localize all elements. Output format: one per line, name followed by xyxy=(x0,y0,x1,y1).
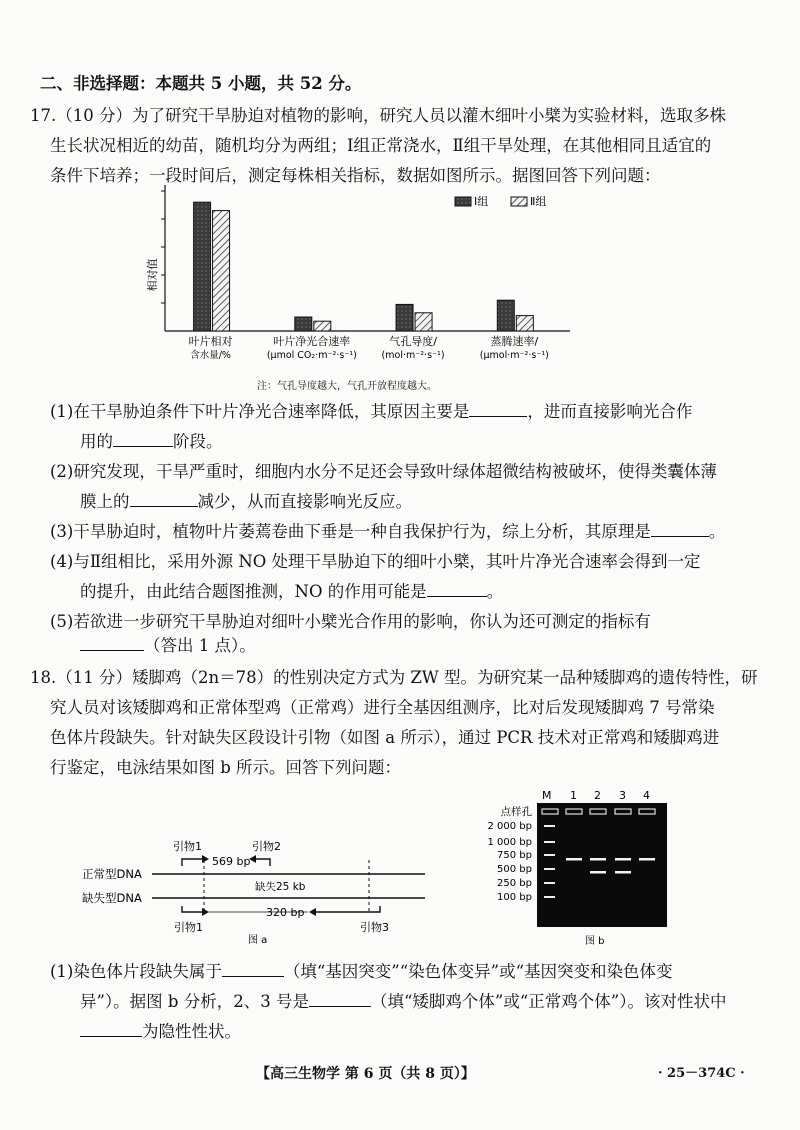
answer-blank[interactable] xyxy=(113,432,173,447)
figure-b xyxy=(480,785,680,950)
marker-label: 100 bp xyxy=(497,892,532,903)
q17-bar-chart xyxy=(120,185,600,385)
figure-b-caption: 图 b xyxy=(585,936,605,947)
chart-x-label: (μmol CO₂·m⁻²·s⁻¹) xyxy=(266,350,357,361)
q17-sub5-line1: (5)若欲进一步研究干旱胁迫对细叶小檗光合作用的影响，你认为还可测定的指标有 xyxy=(50,612,651,631)
gel-well xyxy=(542,809,558,814)
chart-bar xyxy=(213,211,230,331)
q18-stem-line4: 行鉴定，电泳结果如图 b 所示。回答下列问题： xyxy=(50,758,402,777)
q17-sub1-line1: (1)在干旱胁迫条件下叶片净光合速率降低，其原因主要是 ，进而直接影响光合作 xyxy=(50,402,693,421)
sample-band xyxy=(615,858,631,861)
q17-sub5-line2: （答出 1 点）。 xyxy=(80,636,256,656)
figure-a xyxy=(80,830,440,945)
gel-well xyxy=(615,809,631,814)
marker-band xyxy=(544,882,555,884)
marker-band xyxy=(544,868,555,870)
chart-ylabel: 相对值 xyxy=(146,258,159,292)
chart-x-label: 叶片净光合速率 xyxy=(273,335,351,348)
q17-sub2-line1: (2)研究发现，干旱严重时，细胞内水分不足还会导致叶绿体超微结构被破坏，使得类囊体薄 xyxy=(50,462,717,481)
answer-blank[interactable] xyxy=(469,402,527,417)
q17-sub4-line2: 的提升，由此结合题图推测，NO 的作用可能是 。 xyxy=(80,582,504,601)
q18-sub1-line3: 为隐性性状。 xyxy=(80,1022,241,1042)
answer-blank[interactable] xyxy=(222,962,284,977)
lane-label-1: 1 xyxy=(570,789,577,802)
label-primer1-top: 引物1 xyxy=(173,840,202,853)
answer-blank[interactable] xyxy=(130,492,198,507)
chart-bar xyxy=(314,321,331,331)
sample-band xyxy=(590,871,606,874)
chart-bar xyxy=(415,313,432,331)
figure-a-caption: 图 a xyxy=(248,935,268,945)
q17-sub2-line2: 膜上的 减少，从而直接影响光反应。 xyxy=(80,492,412,511)
q18-stem-line3: 色体片段缺失。针对缺失区段设计引物（如图 a 所示），通过 PCR 技术对正常鸡和矮脚鸡进 xyxy=(50,728,720,747)
lane-label-m: M xyxy=(542,789,552,802)
gel-background xyxy=(537,803,667,927)
chart-bar xyxy=(516,316,533,331)
q18-stem-line2: 究人员对该矮脚鸡和正常体型鸡（正常鸡）进行全基因组测序，比对后发现矮脚鸡 7 号常染 xyxy=(50,698,715,717)
answer-blank[interactable] xyxy=(651,522,709,537)
marker-label: 250 bp xyxy=(497,878,532,889)
chart-x-label: 蒸腾速率/ xyxy=(490,335,539,348)
label-deletion-size: 缺失25 kb xyxy=(255,881,306,893)
q17-stem-line3: 条件下培养；一段时间后，测定每株相关指标，数据如图所示。据图回答下列问题： xyxy=(50,166,661,185)
lane-label-2: 2 xyxy=(594,789,601,802)
marker-label: 500 bp xyxy=(497,864,532,875)
sample-band xyxy=(566,858,582,861)
q18-stem-line1: 18.（11 分）矮脚鸡（2n＝78）的性别决定方式为 ZW 型。为研究某一品种矮脚鸡的遗传特性，研 xyxy=(30,668,758,687)
chart-bar xyxy=(497,300,514,331)
footer-code: · 25－374C · xyxy=(658,1066,745,1081)
gel-well xyxy=(566,809,582,814)
marker-band xyxy=(544,854,555,856)
label-primer3: 引物3 xyxy=(360,921,389,934)
chart-bar xyxy=(396,304,413,331)
q17-sub3: (3)干旱胁迫时，植物叶片萎蔫卷曲下垂是一种自我保护行为，综上分析，其原理是 。 xyxy=(50,522,726,541)
q17-stem-line2: 生长状况相近的幼苗，随机均分为两组；Ⅰ组正常浇水，Ⅱ组干旱处理，在其他相同且适宜的 xyxy=(50,136,712,155)
legend-swatch xyxy=(455,197,471,206)
marker-band xyxy=(544,896,555,898)
answer-blank[interactable] xyxy=(80,1022,142,1037)
label-primer1-bottom: 引物1 xyxy=(174,921,203,934)
chart-x-label: (mol·m⁻²·s⁻¹) xyxy=(381,350,445,361)
chart-bar xyxy=(295,317,312,331)
answer-blank[interactable] xyxy=(309,992,371,1007)
label-569bp: 569 bp xyxy=(212,855,251,868)
marker-label: 2 000 bp xyxy=(487,821,532,832)
marker-label: 750 bp xyxy=(497,850,532,861)
q17-sub4-line1: (4)与Ⅱ组相比，采用外源 NO 处理干旱胁迫下的细叶小檗，其叶片净光合速率会得到一定 xyxy=(50,552,701,571)
marker-label: 1 000 bp xyxy=(487,837,532,848)
sample-band xyxy=(615,871,631,874)
chart-x-label: 叶片相对 xyxy=(188,335,233,348)
answer-blank[interactable] xyxy=(427,582,487,597)
lane-label-4: 4 xyxy=(643,789,650,802)
marker-band xyxy=(544,841,555,843)
footer-page-info: 【高三生物学 第 6 页（共 8 页）】 xyxy=(256,1066,475,1082)
chart-x-label: 气孔导度/ xyxy=(389,335,437,348)
q17-sub1-line2: 用的 阶段。 xyxy=(80,432,223,451)
chart-note: 注：气孔导度越大，气孔开放程度越大。 xyxy=(257,381,437,392)
chart-x-label: 含水量/% xyxy=(190,350,231,361)
label-normal-dna: 正常型DNA xyxy=(82,867,142,881)
label-320bp: 320 bp xyxy=(266,906,305,919)
chart-x-label: (μmol·m⁻²·s⁻¹) xyxy=(479,350,549,361)
legend-swatch xyxy=(511,197,527,206)
sample-band xyxy=(639,858,655,861)
well-label: 点样孔 xyxy=(500,806,532,818)
q18-sub1-line1: (1)染色体片段缺失属于 （填“基因突变”“染色体变异”或“基因突变和染色体变 xyxy=(50,962,673,981)
section-heading: 二、非选择题：本题共 5 小题，共 52 分。 xyxy=(40,74,362,93)
gel-well xyxy=(639,809,655,814)
sample-band xyxy=(590,858,606,861)
answer-blank[interactable] xyxy=(80,636,144,651)
label-deletion-dna: 缺失型DNA xyxy=(82,891,142,905)
label-primer2: 引物2 xyxy=(252,840,281,853)
q17-stem-line1: 17.（10 分）为了研究干旱胁迫对植物的影响，研究人员以灌木细叶小檗为实验材料，选取多株 xyxy=(30,106,726,125)
marker-band xyxy=(544,825,555,827)
legend-label: Ⅰ组 xyxy=(474,195,489,208)
lane-label-3: 3 xyxy=(619,789,626,802)
chart-bar xyxy=(194,202,211,331)
q18-sub1-line2: 异”）。据图 b 分析，2、3 号是 （填“矮脚鸡个体”或“正常鸡个体”）。该对性状中 xyxy=(80,992,727,1011)
legend-label: Ⅱ组 xyxy=(530,195,547,208)
gel-well xyxy=(590,809,606,814)
